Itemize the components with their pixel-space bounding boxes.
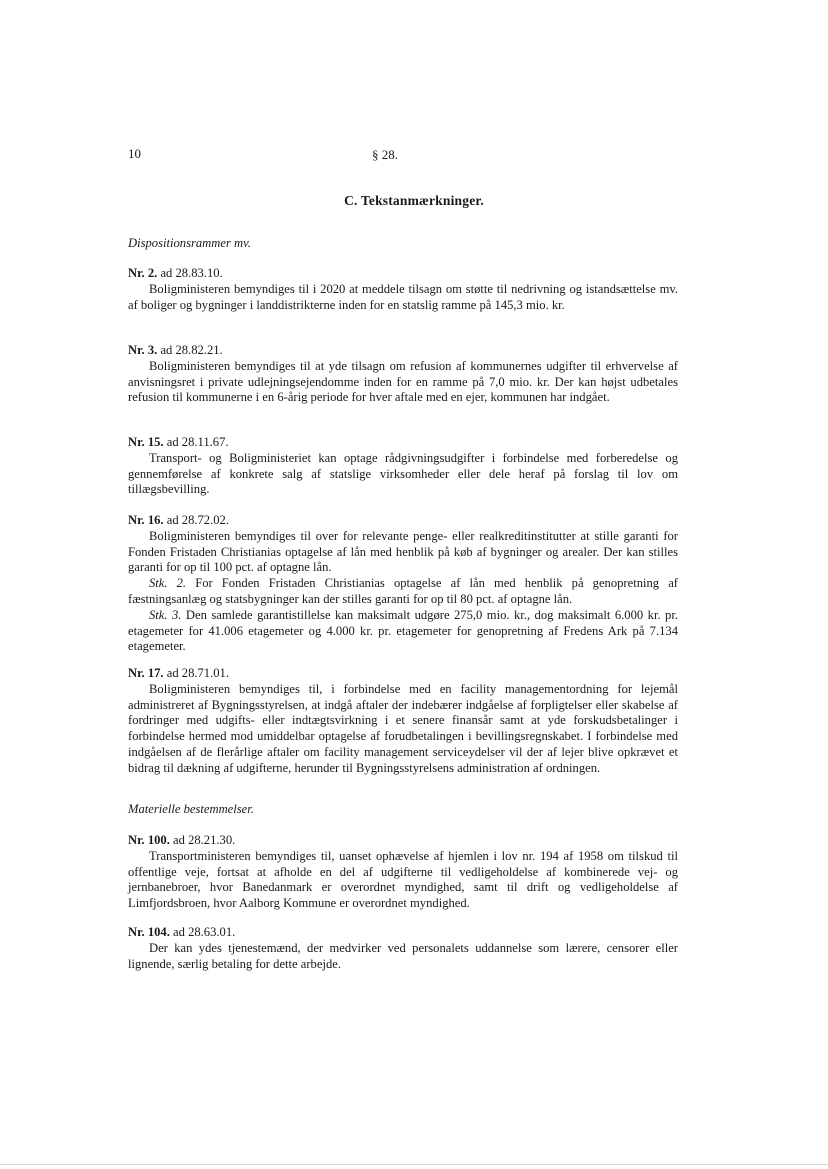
note-paragraph — [128, 682, 678, 777]
note-header — [128, 513, 678, 529]
note-paragraph — [128, 608, 678, 655]
paragraph-text: Den samlede garantistillelse kan maksimalt udgøre 275,0 mio. kr., dog maksimalt 6.000 kr. pr. etagemeter for 41.006 etagemeter og 4.000 kr. pr. etagemeter for genopretning af Fredens Ark på 7.134 etagemeter. — [128, 607, 678, 654]
note-header — [128, 666, 678, 682]
subheading-dispositionsrammer: Dispositionsrammer mv. — [128, 236, 251, 250]
paragraph-text: Boligministeren bemyndiges til, i forbindelse med en facility managementordning for lejemål administreret af Bygningsstyrelsen, at indgå aftaler der indebærer indgåelse af forpligtelser eller skabelse af fordringer med udgifts- eller indtægtsvirkning i et senere finansår samt at yde forskudsbetalinger i forbindelse hermed mod umiddelbar optagelse af forudbetalingen i bevillingsregnskabet. I forbindelse med indgåelsen af de flerårlige aftaler om facility management serviceydelser vil der af lejer blive opkrævet et bidrag til dækning af udgifterne, herunder til Bygningsstyrelsens administration af ordningen. — [128, 681, 678, 775]
subheading-materielle: Materielle bestemmelser. — [128, 802, 254, 816]
page-edge-divider — [0, 1164, 828, 1165]
paragraph-text: Boligministeren bemyndiges til over for relevante penge- eller realkreditinstitutter at stille garanti for Fonden Fristaden Christianias optagelse af lån med henblik på køb af bygninger og arealer. Der kan stilles garanti for op til 100 pct. af optagne lån. — [128, 528, 678, 575]
note-paragraph — [128, 451, 678, 498]
note-account-ref: ad 28.11.67. — [166, 435, 229, 449]
paragraph-text: Der kan ydes tjenestemænd, der medvirker ved personalets uddannelse som lærere, censorer eller lignende, særlig betaling for dette arbejde. — [128, 940, 678, 971]
note-block — [128, 343, 678, 406]
note-header — [128, 266, 678, 282]
paragraph-text: Boligministeren bemyndiges til i 2020 at meddele tilsagn om støtte til nedrivning og istandsættelse mv. af boliger og bygninger i landdistrikterne inden for en statslig ramme på 145,3 mio. kr. — [128, 281, 678, 312]
note-account-ref: ad 28.82.21. — [160, 343, 223, 357]
note-account-ref: ad 28.71.01. — [166, 666, 229, 680]
note-block — [128, 666, 678, 777]
stk-label: Stk. 2. — [149, 576, 187, 591]
note-account-ref: ad 28.63.01. — [173, 925, 236, 939]
note-number: Nr. 3. — [128, 343, 158, 357]
note-block — [128, 925, 678, 972]
note-paragraph — [128, 941, 678, 973]
paragraph-text: Transportministeren bemyndiges til, uanset ophævelse af hjemlen i lov nr. 194 af 1958 om tilskud til offentlige veje, fortsat at afholde en del af udgifterne til vedligeholdelse af kombinerede vej- og jernbanebroer, hvor Banedanmark er overordnet myndighed, samt til drift og vedligeholdelse af Limfjordsbroen, hvor Aalborg Kommune er overordnet myndighed. — [128, 848, 678, 911]
note-account-ref: ad 28.83.10. — [160, 266, 223, 280]
note-number: Nr. 104. — [128, 925, 170, 939]
note-header — [128, 435, 678, 451]
note-number: Nr. 2. — [128, 266, 158, 280]
note-account-ref: ad 28.21.30. — [173, 833, 236, 847]
page-number: 10 — [128, 146, 141, 161]
section-reference: § 28. — [372, 147, 398, 162]
note-account-ref: ad 28.72.02. — [166, 513, 229, 527]
note-number: Nr. 15. — [128, 435, 164, 449]
note-paragraph — [128, 576, 678, 608]
note-header — [128, 833, 678, 849]
paragraph-text: For Fonden Fristaden Christianias optagelse af lån med henblik på genopretning af fæstningsanlæg og statsbygninger kan der stilles garanti for op til 80 pct. af optagne lån. — [128, 576, 678, 606]
note-paragraph — [128, 849, 678, 912]
note-block — [128, 266, 678, 313]
note-paragraph — [128, 359, 678, 406]
paragraph-text: Boligministeren bemyndiges til at yde tilsagn om refusion af kommunernes udgifter til erhvervelse af anvisningsret i private udlejningsejendomme inden for en ramme på 7,0 mio. kr. Der kan højst udbetales refusion til kommunerne i en 6-årig periode for hver aftale med en ejer, kommunen har indgået. — [128, 358, 678, 405]
note-number: Nr. 17. — [128, 666, 164, 680]
paragraph-text: Transport- og Boligministeriet kan optage rådgivningsudgifter i forbindelse med forberedelse og gennemførelse af konkrete salg af statslige virksomheder eller dele heraf på forslag til lov om tillægsbevilling. — [128, 450, 678, 497]
note-block — [128, 513, 678, 655]
note-number: Nr. 100. — [128, 833, 170, 847]
note-paragraph — [128, 282, 678, 314]
note-header — [128, 925, 678, 941]
note-header — [128, 343, 678, 359]
note-paragraph — [128, 529, 678, 576]
stk-label: Stk. 3. — [149, 607, 182, 622]
note-block — [128, 833, 678, 912]
note-block — [128, 435, 678, 498]
section-title: C. Tekstanmærkninger. — [344, 193, 484, 208]
note-number: Nr. 16. — [128, 513, 164, 527]
